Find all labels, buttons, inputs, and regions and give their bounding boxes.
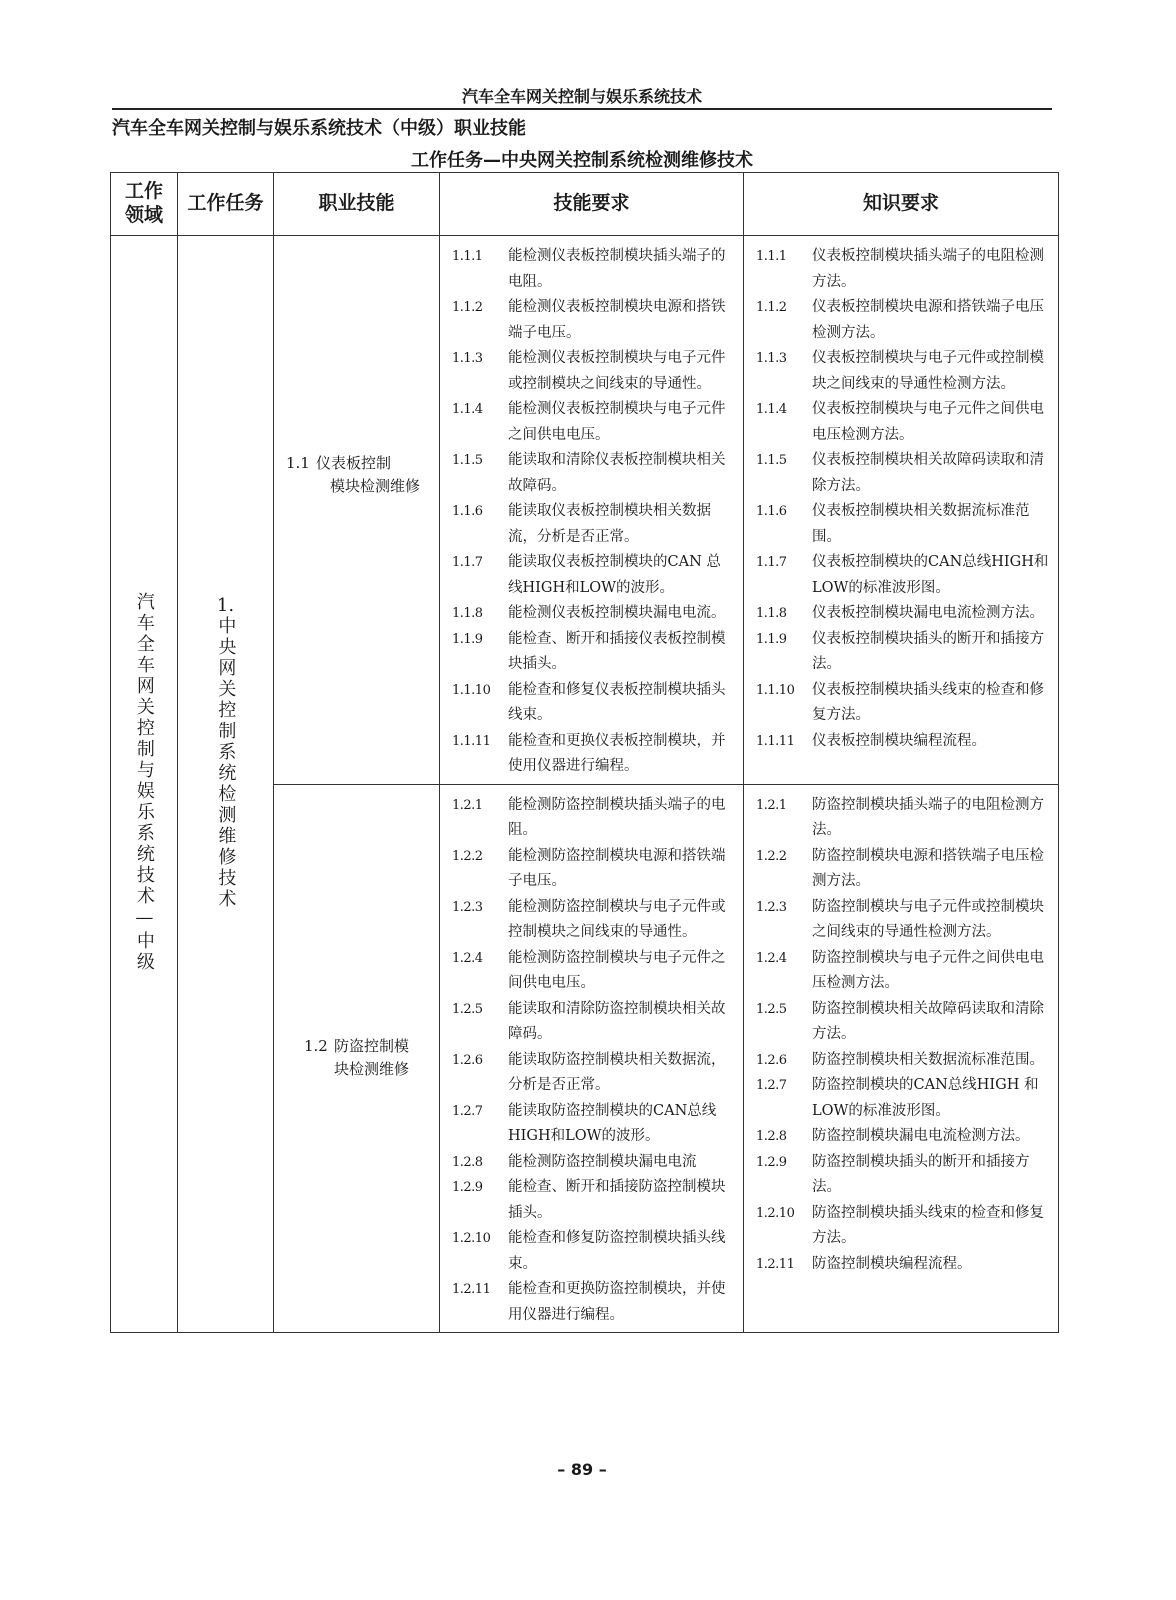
item-number: 1.1.1: [756, 249, 787, 264]
item-text: 防盗控制模块插头端子的电阻检测方法。: [812, 796, 1044, 838]
domain-cell: [111, 236, 178, 1333]
domain-text: 汽车全车网关控制与娱乐系统技术—中级: [133, 591, 155, 973]
item-text: 能检测防盗控制模块电源和搭铁端子电压。: [508, 847, 726, 889]
list-item: [452, 601, 735, 627]
list-item: [756, 844, 1050, 895]
item-text: 防盗控制模块的CAN总线HIGH 和LOW的标准波形图。: [812, 1077, 1039, 1119]
list-item: [756, 678, 1050, 729]
item-text: 能读取和清除仪表板控制模块相关故障码。: [508, 452, 726, 494]
header-domain: 工作 领域: [111, 173, 178, 236]
skill-label-continued: 模块检测维修: [330, 476, 421, 495]
skill-label: 防盗控制模: [334, 1037, 410, 1055]
knowledge-requirements-cell: [744, 784, 1059, 1333]
list-item: [452, 895, 735, 946]
item-number: 1.1.3: [756, 351, 787, 366]
item-text: 能检测仪表板控制模块漏电电流。: [508, 605, 726, 621]
list-item: [756, 397, 1050, 448]
item-number: 1.1.4: [452, 402, 483, 417]
skill-requirements-list: [452, 793, 735, 1329]
item-text: 能检测仪表板控制模块与电子元件或控制模块之间线束的导通性。: [508, 350, 726, 392]
item-number: 1.2.5: [452, 1001, 483, 1017]
header-skill: 职业技能: [274, 173, 440, 236]
item-number: 1.2.8: [452, 1154, 483, 1170]
list-item: [756, 997, 1050, 1048]
item-number: 1.2.2: [756, 848, 787, 864]
list-item: [452, 244, 735, 295]
item-number: 1.1.8: [452, 606, 483, 621]
list-item: [756, 627, 1050, 678]
list-item: [452, 397, 735, 448]
item-text: 能检查和更换防盗控制模块，并使用仪器进行编程。: [508, 1281, 726, 1323]
list-item: [452, 448, 735, 499]
item-text: 仪表板控制模块相关故障码读取和清除方法。: [812, 452, 1044, 494]
skill-number: 1.1: [286, 453, 310, 472]
item-text: 能检测防盗控制模块与电子元件之间供电电压。: [508, 949, 726, 991]
item-number: 1.2.4: [452, 950, 483, 966]
list-item: [756, 448, 1050, 499]
item-number: 1.2.1: [756, 797, 787, 813]
table-header-row: [111, 173, 1059, 236]
list-item: [452, 1175, 735, 1226]
item-number: 1.1.11: [756, 733, 795, 749]
list-item: [452, 346, 735, 397]
knowledge-requirements-list: [756, 793, 1050, 1278]
page-number: – 89 –: [557, 1460, 607, 1479]
list-item: [452, 295, 735, 346]
item-number: 1.1.11: [452, 733, 491, 749]
item-text: 能检测仪表板控制模块与电子元件之间供电电压。: [508, 401, 726, 443]
list-item: [756, 244, 1050, 295]
list-item: [452, 627, 735, 678]
knowledge-requirements-cell: [744, 236, 1059, 785]
item-number: 1.1.10: [452, 682, 491, 698]
skills-table: [110, 172, 1059, 1333]
item-number: 1.1.7: [452, 555, 483, 570]
item-number: 1.2.10: [452, 1231, 491, 1246]
item-text: 能检测防盗控制模块漏电电流: [508, 1153, 697, 1170]
running-head: 汽车全车网关控制与娱乐系统技术: [461, 87, 702, 106]
item-text: 能检查和更换仪表板控制模块，并使用仪器进行编程。: [508, 732, 726, 774]
item-number: 1.2.6: [756, 1052, 787, 1068]
header-knowledge-requirements: 知识要求: [744, 173, 1059, 236]
list-item: [756, 295, 1050, 346]
skill-number: 1.2: [304, 1037, 328, 1055]
item-text: 防盗控制模块与电子元件或控制模块之间线束的导通性检测方法。: [812, 898, 1044, 940]
item-text: 防盗控制模块电源和搭铁端子电压检测方法。: [812, 847, 1044, 889]
item-number: 1.1.9: [452, 631, 483, 647]
item-text: 能检测防盗控制模块插头端子的电阻。: [508, 796, 726, 838]
item-text: 能读取仪表板控制模块相关数据流，分析是否正常。: [508, 503, 711, 545]
item-text: 能读取仪表板控制模块的CAN 总线HIGH和LOW的波形。: [508, 554, 721, 596]
item-text: 能读取防盗控制模块的CAN总线HIGH和LOW的波形。: [508, 1102, 717, 1144]
item-number: 1.1.9: [756, 631, 787, 647]
item-number: 1.2.9: [756, 1154, 787, 1170]
header-rule: [112, 108, 1052, 110]
item-number: 1.1.2: [452, 300, 483, 315]
list-item: [452, 793, 735, 844]
item-number: 1.1.5: [452, 453, 483, 468]
list-item: [756, 346, 1050, 397]
list-item: [756, 729, 1050, 755]
list-item: [756, 793, 1050, 844]
skill-cell-1: [274, 236, 440, 785]
item-number: 1.1.8: [756, 606, 787, 621]
item-number: 1.1.4: [756, 402, 787, 417]
list-item: [756, 1124, 1050, 1150]
skill-label-continued: 块检测维修: [334, 1060, 410, 1079]
item-text: 防盗控制模块与电子元件之间供电电压检测方法。: [812, 949, 1044, 991]
item-number: 1.2.11: [452, 1282, 491, 1297]
item-text: 能检查和修复仪表板控制模块插头线束。: [508, 681, 726, 723]
item-number: 1.2.3: [756, 899, 787, 915]
skill-label: 仪表板控制: [316, 453, 392, 472]
item-number: 1.2.4: [756, 950, 787, 966]
item-text: 能读取和清除防盗控制模块相关故障码。: [508, 1000, 726, 1042]
list-item: [756, 895, 1050, 946]
document-title: 汽车全车网关控制与娱乐系统技术（中级）职业技能: [112, 118, 526, 139]
list-item: [756, 946, 1050, 997]
item-number: 1.2.7: [756, 1078, 787, 1093]
item-number: 1.1.1: [452, 249, 483, 264]
list-item: [756, 550, 1050, 601]
skill-requirements-cell: [440, 236, 744, 785]
item-number: 1.2.6: [452, 1052, 483, 1068]
list-item: [756, 1201, 1050, 1252]
list-item: [756, 601, 1050, 627]
item-number: 1.2.7: [452, 1103, 483, 1119]
item-text: 防盗控制模块编程流程。: [812, 1255, 972, 1272]
item-text: 仪表板控制模块与电子元件或控制模块之间线束的导通性检测方法。: [812, 350, 1044, 392]
header-skill-requirements: 技能要求: [440, 173, 744, 236]
item-text: 仪表板控制模块插头端子的电阻检测方法。: [812, 248, 1044, 290]
item-text: 仪表板控制模块漏电电流检测方法。: [812, 605, 1044, 621]
item-text: 仪表板控制模块插头的断开和插接方法。: [812, 630, 1044, 672]
task-title: 工作任务—中央网关控制系统检测维修技术: [411, 150, 753, 171]
item-text: 能检查、断开和插接防盗控制模块插头。: [508, 1179, 726, 1221]
list-item: [452, 729, 735, 780]
list-item: [756, 1048, 1050, 1074]
item-number: 1.2.2: [452, 848, 483, 864]
item-text: 能检测仪表板控制模块电源和搭铁端子电压。: [508, 299, 726, 341]
list-item: [452, 1150, 735, 1176]
item-text: 能检测仪表板控制模块插头端子的电阻。: [508, 248, 726, 290]
task-number: 1.: [216, 595, 235, 616]
item-text: 能检查和修复防盗控制模块插头线束。: [508, 1230, 726, 1272]
item-number: 1.1.6: [452, 504, 483, 519]
knowledge-requirements-list: [756, 244, 1050, 754]
item-number: 1.1.6: [756, 504, 787, 519]
item-number: 1.2.5: [756, 1001, 787, 1017]
list-item: [452, 499, 735, 550]
item-text: 仪表板控制模块相关数据流标准范围。: [812, 503, 1030, 545]
item-number: 1.2.9: [452, 1180, 483, 1195]
item-number: 1.2.11: [756, 1256, 795, 1272]
table-row: [111, 236, 1059, 785]
item-text: 能检测防盗控制模块与电子元件或控制模块之间线束的导通性。: [508, 898, 726, 940]
item-text: 仪表板控制模块与电子元件之间供电电压检测方法。: [812, 401, 1044, 443]
item-number: 1.1.5: [756, 453, 787, 468]
list-item: [452, 1048, 735, 1099]
item-text: 防盗控制模块漏电电流检测方法。: [812, 1128, 1030, 1144]
list-item: [756, 1073, 1050, 1124]
task-text: 中央网关控制系统检测维修技术: [215, 616, 237, 910]
item-number: 1.1.10: [756, 682, 795, 698]
item-text: 仪表板控制模块的CAN总线HIGH和LOW的标准波形图。: [812, 554, 1049, 596]
list-item: [452, 1277, 735, 1328]
item-text: 防盗控制模块插头的断开和插接方法。: [812, 1153, 1030, 1195]
item-text: 防盗控制模块相关故障码读取和清除方法。: [812, 1000, 1044, 1042]
skill-requirements-cell: [440, 784, 744, 1333]
list-item: [452, 550, 735, 601]
header-task: 工作任务: [178, 173, 274, 236]
item-number: 1.2.3: [452, 899, 483, 915]
task-cell: [178, 236, 274, 1333]
item-text: 能读取防盗控制模块相关数据流，分析是否正常。: [508, 1051, 726, 1093]
item-text: 仪表板控制模块电源和搭铁端子电压检测方法。: [812, 299, 1044, 341]
item-text: 仪表板控制模块编程流程。: [812, 732, 986, 749]
item-text: 仪表板控制模块插头线束的检查和修复方法。: [812, 681, 1044, 723]
skill-requirements-list: [452, 244, 735, 780]
item-number: 1.2.8: [756, 1129, 787, 1144]
list-item: [452, 678, 735, 729]
skill-cell-2: [274, 784, 440, 1333]
list-item: [756, 1150, 1050, 1201]
item-text: 能检查、断开和插接仪表板控制模块插头。: [508, 630, 726, 672]
list-item: [452, 946, 735, 997]
item-number: 1.1.3: [452, 351, 483, 366]
list-item: [452, 1226, 735, 1277]
list-item: [452, 844, 735, 895]
list-item: [452, 997, 735, 1048]
item-number: 1.1.2: [756, 300, 787, 315]
item-number: 1.2.10: [756, 1205, 795, 1221]
list-item: [756, 1252, 1050, 1278]
list-item: [452, 1099, 735, 1150]
item-number: 1.1.7: [756, 555, 787, 570]
item-text: 防盗控制模块相关数据流标准范围。: [812, 1051, 1044, 1068]
item-text: 防盗控制模块插头线束的检查和修复方法。: [812, 1204, 1044, 1246]
list-item: [756, 499, 1050, 550]
item-number: 1.2.1: [452, 797, 483, 813]
